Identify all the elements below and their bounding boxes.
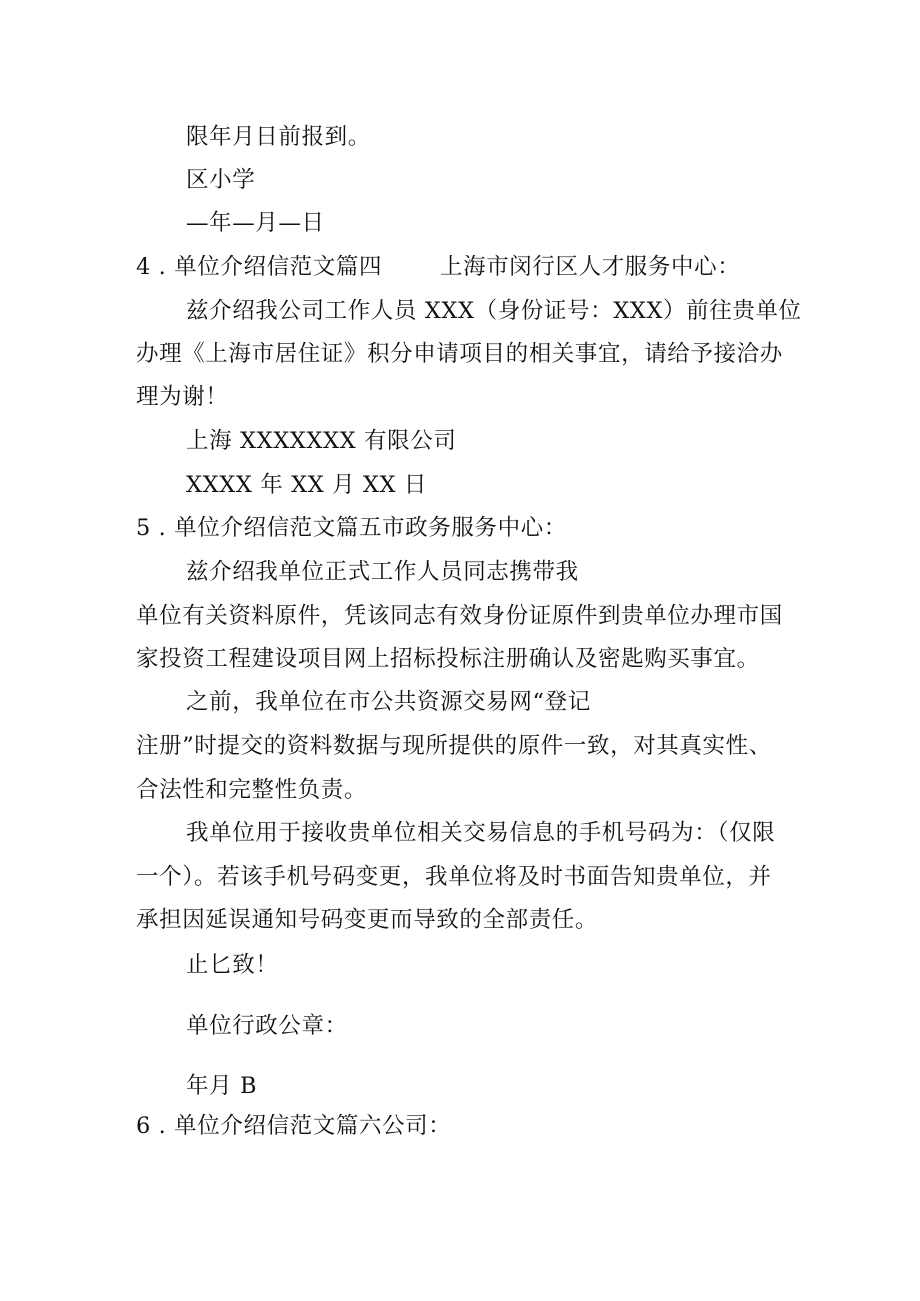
text-line: 单位有关资料原件，凭该同志有效身份证原件到贵单位办理市国 [136, 603, 783, 629]
date-line: 年月 B [186, 1073, 258, 1099]
date-line: XXXX 年 XX 月 XX 日 [186, 472, 428, 498]
text-line: 注册”时提交的资料数据与现所提供的原件一致，对其真实性、 [136, 733, 772, 759]
text-line: 承担因延误通知号码变更而导致的全部责任。 [136, 907, 599, 933]
text-line: 之前，我单位在市公共资源交易网“登记 [186, 689, 591, 715]
section-heading: 6 . 单位介绍信范文篇六公司： [136, 1113, 452, 1139]
recipient-line: 上海市闵行区人才服务中心： [440, 254, 741, 280]
text-line: 兹介绍我公司工作人员 XXX（身份证号：XXX）前往贵单位 [186, 298, 802, 324]
signature-line: 上海 XXXXXXX 有限公司 [186, 428, 457, 454]
text-line: 家投资工程建设项目网上招标投标注册确认及密匙购买事宜。 [136, 646, 760, 672]
text-line: 止匕致！ [186, 952, 279, 978]
section-heading: 4 . 单位介绍信范文篇四 [136, 254, 383, 280]
text-line: —年—月—日 [186, 210, 325, 236]
text-line: 办理《上海市居住证》积分申请项目的相关事宜，请给予接洽办 [136, 341, 783, 367]
text-line: 区小学 [186, 167, 256, 193]
text-line: 我单位用于接收贵单位相关交易信息的手机号码为：（仅限 [186, 820, 776, 846]
text-line: 合法性和完整性负责。 [136, 777, 368, 803]
section-heading: 5 . 单位介绍信范文篇五市政务服务中心： [136, 515, 567, 541]
seal-line: 单位行政公章： [186, 1013, 348, 1039]
text-line: 限年月日前报到。 [186, 124, 371, 150]
text-line: 理为谢！ [136, 384, 229, 410]
text-line: 兹介绍我单位正式工作人员同志携带我 [186, 559, 579, 585]
text-line: 一个）。若该手机号码变更，我单位将及时书面告知贵单位，并 [136, 864, 772, 890]
